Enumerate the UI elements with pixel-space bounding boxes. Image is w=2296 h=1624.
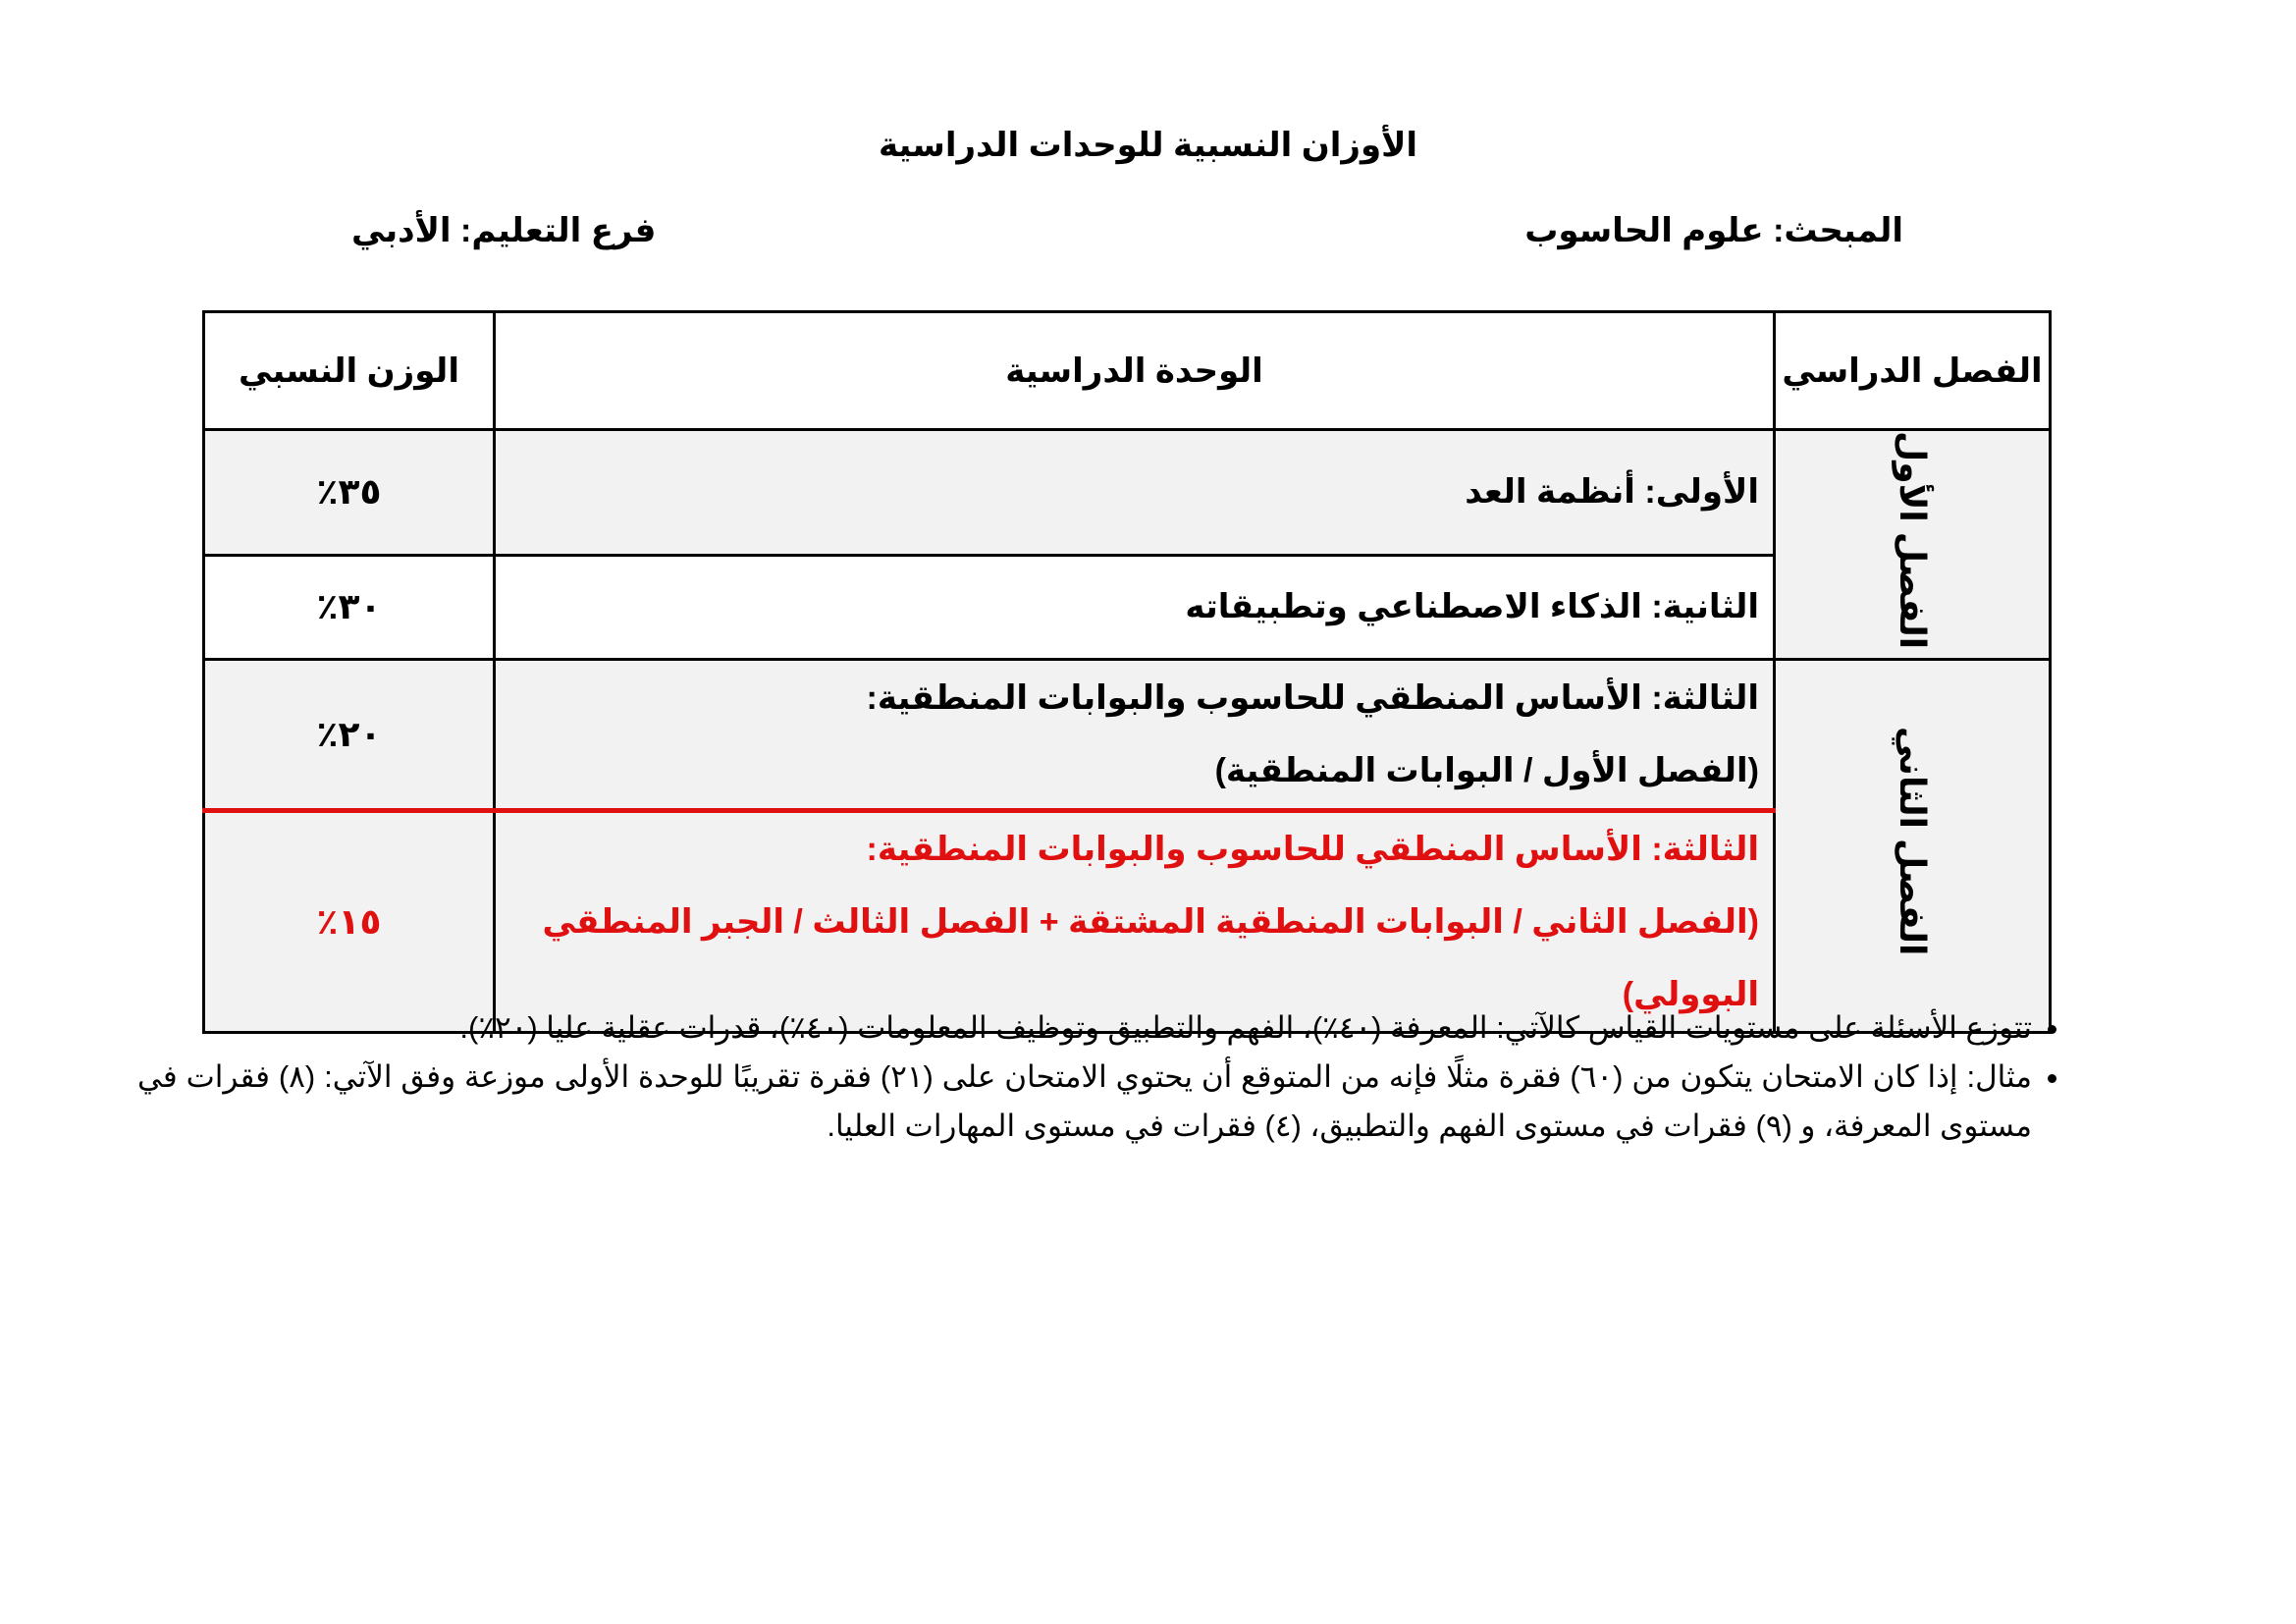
list-item: • تتوزع الأسئلة على مستويات القياس كالآتي: المعرفة (٤٠٪)، الفهم والتطبيق وتوظيف المعلومات (٤٠٪)، قدرات عقلية عليا (٢٠٪). <box>137 1003 2032 1053</box>
header-weight: الوزن النسبي <box>204 312 495 430</box>
weight-cell: ٣٥٪ <box>204 430 495 556</box>
semester-cell-first <box>1775 430 2051 660</box>
table-header-row <box>204 312 2051 430</box>
semester-label: الفصل الأول <box>1893 431 1933 650</box>
notes-list <box>137 1003 2067 1151</box>
unit-cell <box>495 811 1775 1033</box>
unit-text: الثالثة: الأساس المنطقي للحاسوب والبوابات المنطقية: <box>866 679 1759 718</box>
table-row <box>204 555 2051 659</box>
unit-text: الثالثة: الأساس المنطقي للحاسوب والبوابات المنطقية: <box>866 831 1759 869</box>
unit-cell <box>495 430 1775 556</box>
list-item: • مثال: إذا كان الامتحان يتكون من (٦٠) فقرة مثلًا فإنه من المتوقع أن يحتوي الامتحان على (٢١) فقرة تقريبًا للوحدة الأولى موزعة وفق الآتي: (٨) فقرات في مستوى المعرفة، و (٩) فقرات في مستوى الفهم والتطبيق، (٤) فقرات في مستوى المهارات العليا. <box>137 1053 2032 1151</box>
unit-cell <box>495 660 1775 811</box>
header-unit: الوحدة الدراسية <box>495 312 1775 430</box>
weight-cell: ٢٠٪ <box>204 660 495 811</box>
unit-subtext: (الفصل الثاني / البوابات المنطقية المشتقة + الفصل الثالث / الجبر المنطقي البوولي) <box>542 903 1759 1014</box>
unit-subtext: (الفصل الأول / البوابات المنطقية) <box>1214 752 1759 790</box>
page-title: الأوزان النسبية للوحدات الدراسية <box>878 127 1418 164</box>
semester-cell-second <box>1775 660 2051 1033</box>
semester-label: الفصل الثاني <box>1893 727 1933 956</box>
unit-text: الثانية: الذكاء الاصطناعي وتطبيقاته <box>1185 588 1759 626</box>
table-row <box>204 660 2051 811</box>
branch-label: فرع التعليم: الأدبي <box>351 212 657 249</box>
subject-label: المبحث: علوم الحاسوب <box>1524 212 1903 249</box>
weights-table <box>202 310 2052 1034</box>
header-semester: الفصل الدراسي <box>1775 312 2051 430</box>
table-row-highlighted <box>204 811 2051 1033</box>
weight-cell: ٣٠٪ <box>204 555 495 659</box>
table-row <box>204 430 2051 556</box>
unit-cell <box>495 555 1775 659</box>
weight-cell: ١٥٪ <box>204 811 495 1033</box>
unit-text: الأولى: أنظمة العد <box>1465 473 1759 512</box>
